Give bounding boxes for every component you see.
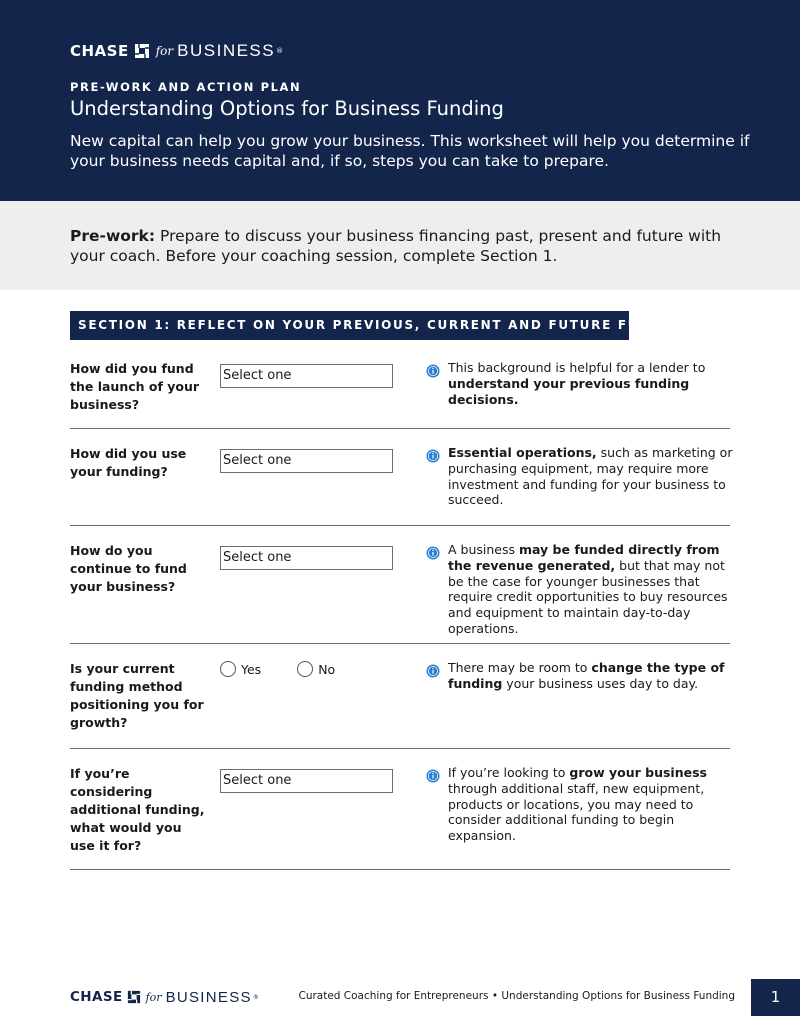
prework-label: Pre-work: [70,227,156,245]
logo-business-text: BUSINESS [177,41,276,60]
growth-radio-group [220,660,371,678]
logo-registered-mark: ® [276,47,284,55]
chase-for-business-logo [70,40,283,62]
question-row-use-of-funding [70,445,733,526]
note-text: such as marketing or purchasing equipment, may require more investment and funding for your business to succeed. [448,445,733,508]
eyebrow-label: PRE-WORK AND ACTION PLAN [70,80,302,94]
question-label: How did you fund the launch of your business? [70,361,200,412]
radio-no-label: No [318,661,336,677]
question-label: How did you use your funding? [70,446,187,479]
note-text: but that may not be the case for younger businesses that require credit opportunities to buy resources and equipment to maintain day-to-day operations. [448,557,728,636]
question-row-ongoing-funding [70,542,730,644]
footer-logo-chase-text: CHASE [70,989,123,1005]
chase-octagon-icon [127,990,141,1004]
page-title: Understanding Options for Business Funding [70,97,504,120]
note-text: There may be room to [448,660,592,675]
note-text: through additional staff, new equipment, products or locations, you may need to consider additional funding to begin expansion. [448,780,705,844]
chase-octagon-icon [134,43,150,59]
section-1-heading: SECTION 1: REFLECT ON YOUR PREVIOUS, CURRENT AND FUTURE FUNDING [70,311,629,340]
logo-chase-text: CHASE [70,42,129,60]
row-note [448,765,738,844]
prework-paragraph [70,226,740,266]
note-text: A business [448,542,519,557]
note-emphasis: grow your business [569,765,707,780]
question-label: If you’re considering additional funding, what would you use it for? [70,766,205,853]
info-icon [426,769,440,783]
additional-funding-select[interactable]: Select one [220,769,393,793]
note-text: your business uses day to day. [502,675,699,691]
radio-yes[interactable] [220,661,261,677]
note-emphasis: Essential operations, [448,445,597,460]
row-note [448,660,738,692]
question-label: How do you continue to fund your business? [70,543,187,594]
radio-empty-icon[interactable] [220,661,236,677]
header-banner [0,0,800,201]
question-row-additional-funding [70,765,730,870]
prework-panel [0,201,800,290]
footer-chase-logo [70,987,259,1007]
note-emphasis: may be funded directly from the revenue generated, [448,542,720,573]
note-emphasis: understand your previous funding decisions. [448,375,690,407]
note-emphasis: change the type of funding [448,660,725,691]
question-label: Is your current funding method positioning you for growth? [70,661,204,730]
radio-empty-icon[interactable] [297,661,313,677]
footer-logo-for-text: for [145,990,162,1004]
footer-logo-registered-mark: ® [252,993,259,1001]
footer-logo-business-text: BUSINESS [165,988,252,1006]
question-row-growth-positioning [70,660,730,749]
radio-yes-label: Yes [241,661,262,677]
page-subtitle: New capital can help you grow your business. This worksheet will help you determine if your business needs capital and, if so, steps you can take to prepare. [70,132,750,170]
footer-caption: Curated Coaching for Entrepreneurs • Understanding Options for Business Funding [298,990,735,1002]
radio-no[interactable] [297,661,335,677]
info-icon [426,364,440,378]
page-number: 1 [751,979,800,1016]
question-row-launch-funding [70,360,730,429]
ongoing-funding-select[interactable]: Select one [220,546,393,570]
info-icon [426,664,440,678]
launch-funding-select[interactable]: Select one [220,364,393,388]
info-icon [426,546,440,560]
prework-text: Prepare to discuss your business financing past, present and future with your coach. Before your coaching session, complete Section 1. [70,227,722,265]
row-note [448,542,738,637]
use-of-funding-select[interactable]: Select one [220,449,393,473]
row-note [448,360,738,407]
row-note [448,445,738,508]
info-icon [426,449,440,463]
note-text: If you’re looking to [448,765,570,780]
logo-for-text: for [155,44,174,58]
note-text: This background is helpful for a lender to [448,360,706,375]
